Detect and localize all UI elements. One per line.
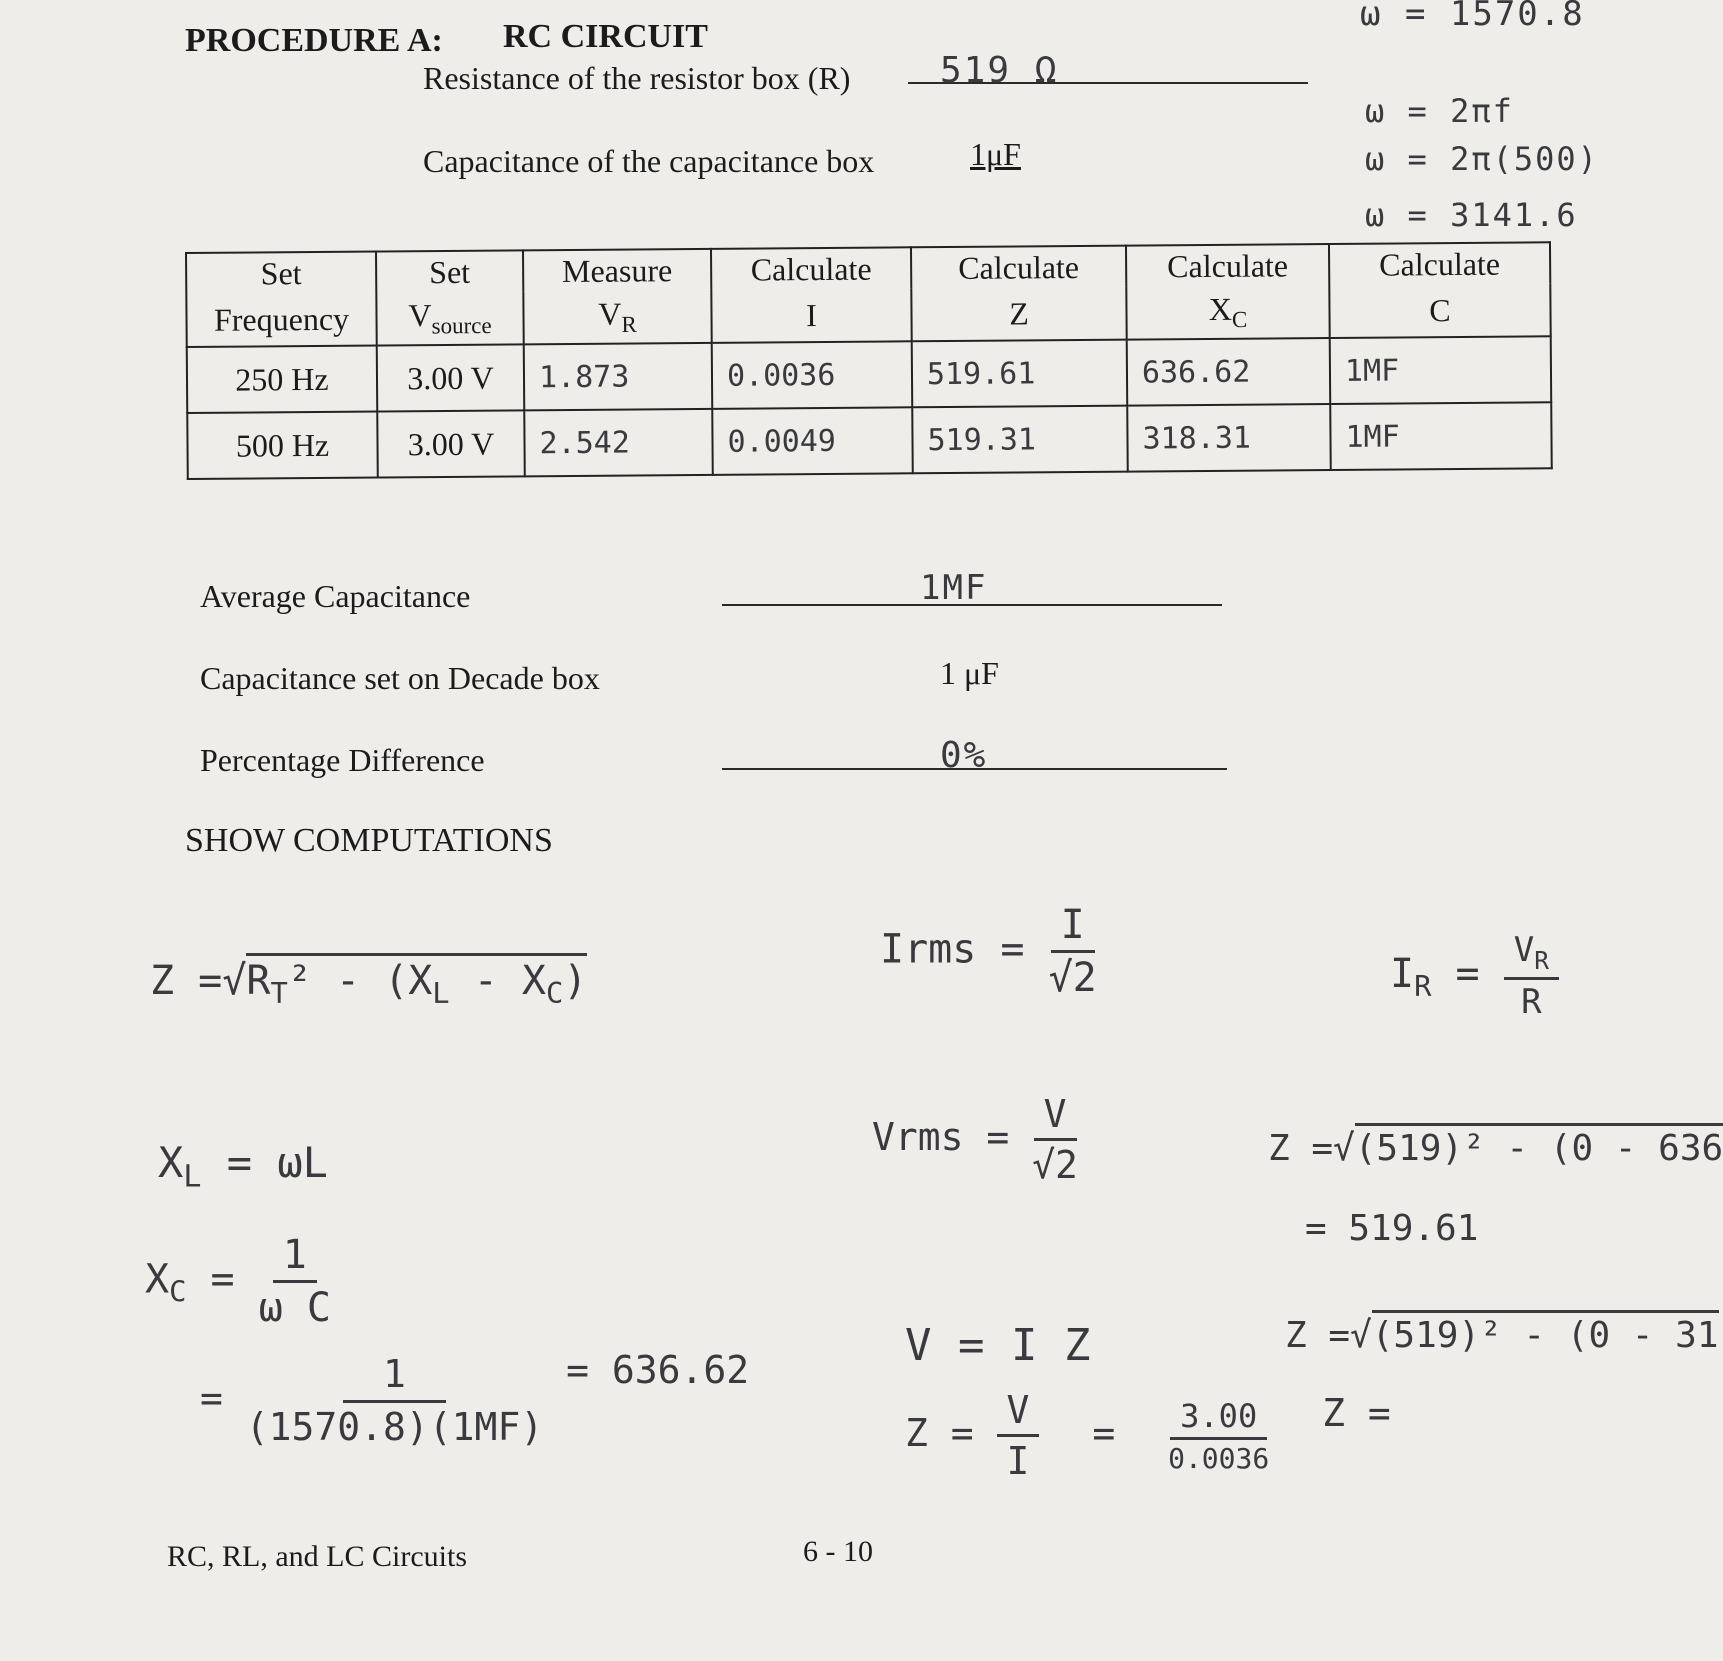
cell-c: 1MF: [1330, 402, 1552, 470]
ohms-law: V = I Z: [905, 1320, 1091, 1371]
header-frequency: Frequency: [186, 292, 376, 346]
computations-heading: SHOW COMPUTATIONS: [185, 822, 553, 859]
header-set-freq: Set: [186, 251, 376, 293]
header-vr: $V_R$: [523, 290, 711, 344]
resistance-value: 519 Ω: [940, 50, 1059, 91]
omega-sub-note: ω = 2π(500): [1365, 140, 1599, 178]
percent-diff-label: Percentage Difference: [200, 742, 485, 778]
header-calc-xc: Calculate: [1126, 244, 1329, 287]
page-number: 6 - 10: [803, 1535, 873, 1568]
header-calc-z: Calculate: [911, 246, 1126, 289]
z-result-250: = 519.61: [1305, 1208, 1479, 1249]
cell-xc: 636.62: [1127, 338, 1331, 406]
cell-frequency: 250 Hz: [187, 345, 378, 412]
header-xc: $X_C$: [1126, 285, 1329, 340]
header-set-vsource: Set: [376, 250, 523, 292]
z-from-v-over-i: Z = $\frac{V}{I}$ = $\frac{3.00}{0.0036}$ Z =: [905, 1388, 1391, 1483]
xc-formula: $X_C$ = $\frac{1}{\text{ω C}}$: [145, 1232, 331, 1331]
capacitance-label: Capacitance of the capacitance box: [423, 143, 875, 179]
irms-formula: Irms = $\frac{I}{√2}$: [880, 902, 1097, 1001]
avg-capacitance-value: 1MF: [920, 568, 988, 608]
cell-i: 0.0049: [712, 407, 913, 475]
cell-c: 1MF: [1330, 336, 1552, 404]
header-vsource: $V_{source}$: [376, 291, 523, 345]
decade-box-value: 1 μF: [940, 655, 999, 691]
cell-xc: 318.31: [1127, 404, 1331, 472]
z-calc-500: Z =√(519)² - (0 - 31: [1285, 1315, 1719, 1356]
vrms-formula: Vrms = $\frac{V}{√2}$: [872, 1092, 1078, 1187]
header-i: I: [711, 288, 911, 343]
cell-vsource: 3.00 V: [377, 410, 525, 477]
decade-box-label: Capacitance set on Decade box: [200, 660, 600, 696]
cell-z: 519.31: [912, 406, 1128, 474]
header-calc-i: Calculate: [711, 247, 911, 290]
footer-title: RC, RL, and LC Circuits: [167, 1540, 467, 1573]
omega-formula-note: ω = 2πf: [1365, 92, 1514, 130]
cell-z: 519.61: [912, 340, 1128, 408]
header-z: Z: [911, 287, 1126, 342]
procedure-label: PROCEDURE A:: [185, 22, 443, 59]
avg-capacitance-label: Average Capacitance: [200, 578, 471, 614]
omega-note-1: ω = 1570.8: [1360, 0, 1585, 34]
table-row: [187, 402, 1551, 479]
omega-note-2: ω = 3141.6: [1365, 196, 1578, 234]
xc-calculation: = $\frac{1}{(1570.8)(1MF)}$ = 636.62: [200, 1348, 750, 1449]
ir-formula: $I_R$ = $\frac{V_R}{R}$: [1390, 930, 1559, 1022]
header-c: C: [1329, 283, 1550, 338]
measurement-table: [185, 241, 1553, 480]
header-calc-c: Calculate: [1329, 242, 1550, 285]
z-calc-250: Z =√(519)² - (0 - 636: [1268, 1128, 1723, 1169]
cell-frequency: 500 Hz: [187, 411, 378, 478]
circuit-title: RC CIRCUIT: [503, 18, 708, 55]
percent-diff-value: 0%: [940, 735, 988, 776]
cell-vsource: 3.00 V: [377, 344, 525, 411]
header-measure-vr: Measure: [523, 249, 711, 291]
table-row: [187, 336, 1551, 413]
cell-vr: 2.542: [524, 409, 713, 476]
capacitance-value: 1μF: [970, 136, 1021, 172]
xl-formula: $X_L = \omega L$: [158, 1138, 328, 1195]
z-formula: $Z =√R_T^2 - (X_L - X_C)$: [150, 958, 587, 1010]
resistance-label: Resistance of the resistor box (R): [423, 60, 851, 96]
cell-vr: 1.873: [524, 343, 713, 410]
cell-i: 0.0036: [712, 341, 913, 409]
